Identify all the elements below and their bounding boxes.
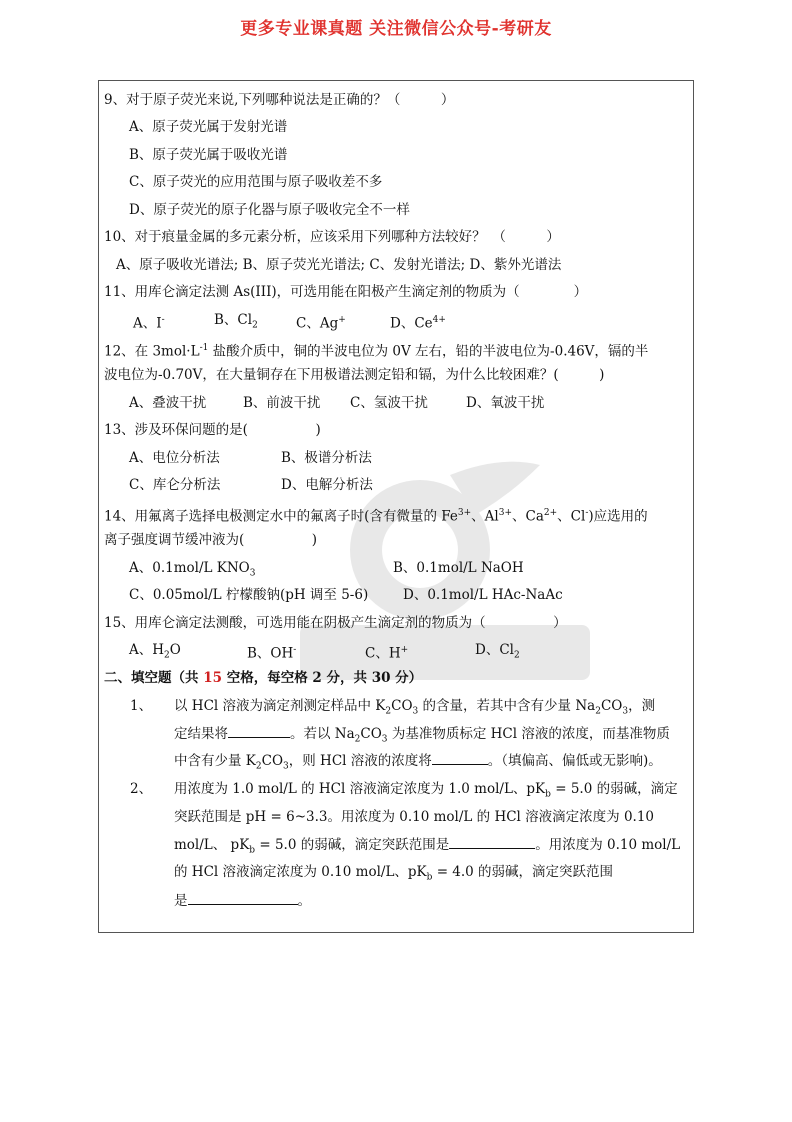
q10-options: A、原子吸收光谱法; B、原子荧光光谱法; C、发射光谱法; D、紫外光谱法 — [116, 257, 562, 273]
q13-option-d: D、电解分析法 — [281, 477, 373, 493]
fill1-line3: 中含有少量 $K_2CO_3$，则 HCl 溶液的浓度将 。（填偏高、偏低或无影响)。 — [174, 750, 662, 777]
q11-option-a: A、I- — [133, 315, 165, 332]
fill1-blank1[interactable] — [228, 723, 290, 738]
fill2-blank2[interactable] — [188, 890, 298, 905]
q15-option-a: A、$H_2O$ — [129, 642, 181, 661]
q14-option-b: B、0.1mol/L NaOH — [393, 560, 524, 576]
q13-option-a: A、电位分析法 — [129, 450, 220, 466]
q12-option-d: D、氧波干扰 — [466, 395, 545, 411]
q13-option-c: C、库仑分析法 — [129, 477, 221, 493]
q9-option-b: B、原子荧光属于吸收光谱 — [129, 147, 288, 163]
fill1-number: 1、 — [130, 698, 153, 714]
q14-option-c: C、0.05mol/L 柠檬酸钠(pH 调至 5-6) — [129, 587, 369, 603]
section2-heading: 二、填空题（共 15 空格，每空格 2 分，共 30 分） — [104, 670, 423, 686]
fill1-blank2[interactable] — [432, 750, 488, 765]
q12-option-b: B、前波干扰 — [243, 395, 321, 411]
q15-stem: 15、用库仑滴定法测酸，可选用能在阴极产生滴定剂的物质为（ ） — [104, 615, 567, 631]
q11-option-b: B、$Cl_2$ — [214, 312, 258, 331]
q14-line1: 14、用氟离子选择电极测定水中的氟离子时(含有微量的 $Fe^{3+}$、$Al^{3+}$、$Ca^{2+}$、Cl-)应选用的 — [104, 508, 648, 525]
q10-stem: 10、对于痕量金属的多元素分析，应该采用下列哪种方法较好？ （ ） — [104, 229, 560, 245]
q12-line2: 波电位为-0.70V，在大量铜存在下用极谱法测定铅和镉，为什么比较困难？( ) — [104, 367, 605, 383]
fill1-line2: 定结果将 。若以 $Na_2CO_3$ 为基准物质标定 HCl 溶液的浓度，而基准物质 — [174, 723, 670, 750]
q9-stem: 9、对于原子荧光来说,下列哪种说法是正确的？（ ） — [104, 92, 455, 108]
q14-option-d: D、0.1mol/L HAc-NaAc — [403, 587, 563, 603]
q9-option-c: C、原子荧光的应用范围与原子吸收差不多 — [129, 174, 383, 190]
q14-option-a: A、0.1mol/L $KNO_3$ — [129, 560, 256, 579]
q15-option-b: B、OH- — [247, 645, 297, 662]
q12-option-a: A、叠波干扰 — [129, 395, 207, 411]
fill1-line1: 以 HCl 溶液为滴定剂测定样品中 $K_2CO_3$ 的含量，若其中含有少量 $Na_2CO_3$，测 — [174, 698, 656, 717]
fill2-line5: 是 。 — [174, 890, 311, 911]
q9-option-a: A、原子荧光属于发射光谱 — [129, 119, 288, 135]
fill2-blank1[interactable] — [449, 834, 535, 849]
q15-option-d: D、$Cl_2$ — [475, 642, 520, 661]
q15-option-c: C、H+ — [365, 645, 409, 662]
fill2-line2: 突跃范围是 pH = 6~3.3。用浓度为 0.10 mol/L 的 HCl 溶液滴定浓度为 0.10 — [174, 809, 655, 825]
q11-option-c: C、Ag+ — [296, 315, 346, 332]
q9-option-d: D、原子荧光的原子化器与原子吸收完全不一样 — [129, 202, 410, 218]
fill2-line3: mol/L、 $pK_b = 5.0$ 的弱碱，滴定突跃范围是 。用浓度为 0.10 mol/L — [174, 834, 680, 861]
q13-stem: 13、涉及环保问题的是( ) — [104, 422, 321, 438]
q12-option-c: C、氢波干扰 — [350, 395, 428, 411]
fill2-line1: 用浓度为 1.0 mol/L 的 HCl 溶液滴定浓度为 1.0 mol/L、$pK_b = 5.0$ 的弱碱，滴定 — [174, 781, 678, 800]
q14-line2: 离子强度调节缓冲液为( ) — [104, 532, 318, 548]
fill2-line4: 的 HCl 溶液滴定浓度为 0.10 mol/L、$pK_b = 4.0$ 的弱碱，滴定突跃范围 — [174, 864, 614, 883]
q11-stem: 11、用库仑滴定法测 As(III)，可选用能在阳极产生滴定剂的物质为（ ） — [104, 284, 588, 300]
q13-option-b: B、极谱分析法 — [281, 450, 372, 466]
fill2-number: 2、 — [130, 781, 153, 797]
q12-line1: 12、在 $3mol\cdot L^{-1}$ 盐酸介质中，铜的半波电位为 0V 左右，铅的半波电位为-0.46V，镉的半 — [104, 343, 649, 360]
header-banner: 更多专业课真题 关注微信公众号-考研友 — [240, 19, 552, 39]
q11-option-d: D、$Ce^{4+}$ — [390, 315, 446, 332]
